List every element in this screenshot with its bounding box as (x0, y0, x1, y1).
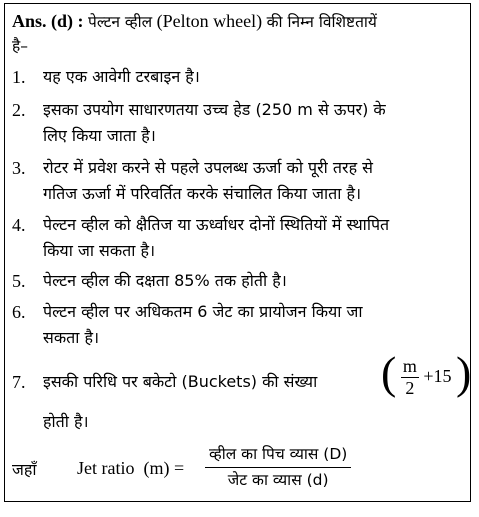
item-number: 6. (12, 302, 26, 322)
jet-ratio-lhs (77, 457, 184, 479)
bucket-formula (381, 347, 472, 405)
item-text: पेल्टन व्हील पर अधिकतम 6 जेट का प्रायोजन किया जा (43, 302, 363, 321)
where-label: जहाँ (12, 460, 37, 479)
equals-sign: = (173, 458, 185, 478)
numerator-text: व्हील का पिच व्यास (D) (209, 445, 348, 463)
fraction-denominator: 2 (405, 378, 415, 399)
item-text: लिए किया जाता है। (43, 126, 156, 145)
item-text: इसकी परिधि पर बकेटो (Buckets) की संख्या (43, 372, 318, 391)
jet-ratio-variable: (m) (143, 458, 170, 478)
item-number: 3. (12, 158, 26, 178)
item-text: होती है। (43, 412, 89, 431)
item-number: 4. (12, 215, 26, 235)
item-number: 7. (12, 372, 26, 392)
fraction-numerator: m (402, 356, 417, 377)
jet-ratio-label: Jet ratio (77, 458, 135, 478)
item-text: इसका उपयोग साधारणतया उच्च हेड (250 m से ऊपर) के (43, 100, 386, 119)
plus-fifteen: +15 (423, 366, 452, 386)
left-paren: ( (381, 347, 397, 398)
item-text: सकता है। (43, 328, 100, 347)
item-text: रोटर में प्रवेश करने से पहले उपलब्ध ऊर्जा को पूरी तरह से (43, 158, 373, 177)
header-line-1 (12, 10, 377, 33)
answer-box (4, 3, 471, 502)
fraction (401, 356, 419, 399)
item-number: 1. (12, 67, 26, 87)
header-hindi-2: की निम्न विशिष्टतायें (266, 13, 377, 31)
right-paren: ) (456, 347, 472, 398)
item-text: पेल्टन व्हील की दक्षता 85% तक होती है। (43, 271, 287, 290)
jet-ratio-numerator (205, 442, 351, 467)
header-english: (Pelton wheel) (156, 11, 263, 31)
header-line-2: है– (12, 37, 28, 55)
item-text: किया जा सकता है। (43, 241, 156, 260)
answer-label: Ans. (d) : (12, 11, 84, 31)
jet-ratio-fraction (205, 442, 351, 493)
item-text: पेल्टन व्हील को क्षैतिज या ऊर्ध्वाधर दोनों स्थितियों में स्थापित (43, 215, 390, 234)
header-hindi-1: पेल्टन व्हील (88, 13, 153, 31)
item-text: यह एक आवेगी टरबाइन है। (43, 67, 200, 86)
item-number: 2. (12, 100, 26, 120)
jet-ratio-denominator (205, 468, 351, 493)
denominator-text: जेट का व्यास (d) (227, 471, 329, 489)
item-text: गतिज ऊर्जा में परिवर्तित करके संचालित किया जाता है। (43, 184, 362, 203)
item-number: 5. (12, 271, 26, 291)
